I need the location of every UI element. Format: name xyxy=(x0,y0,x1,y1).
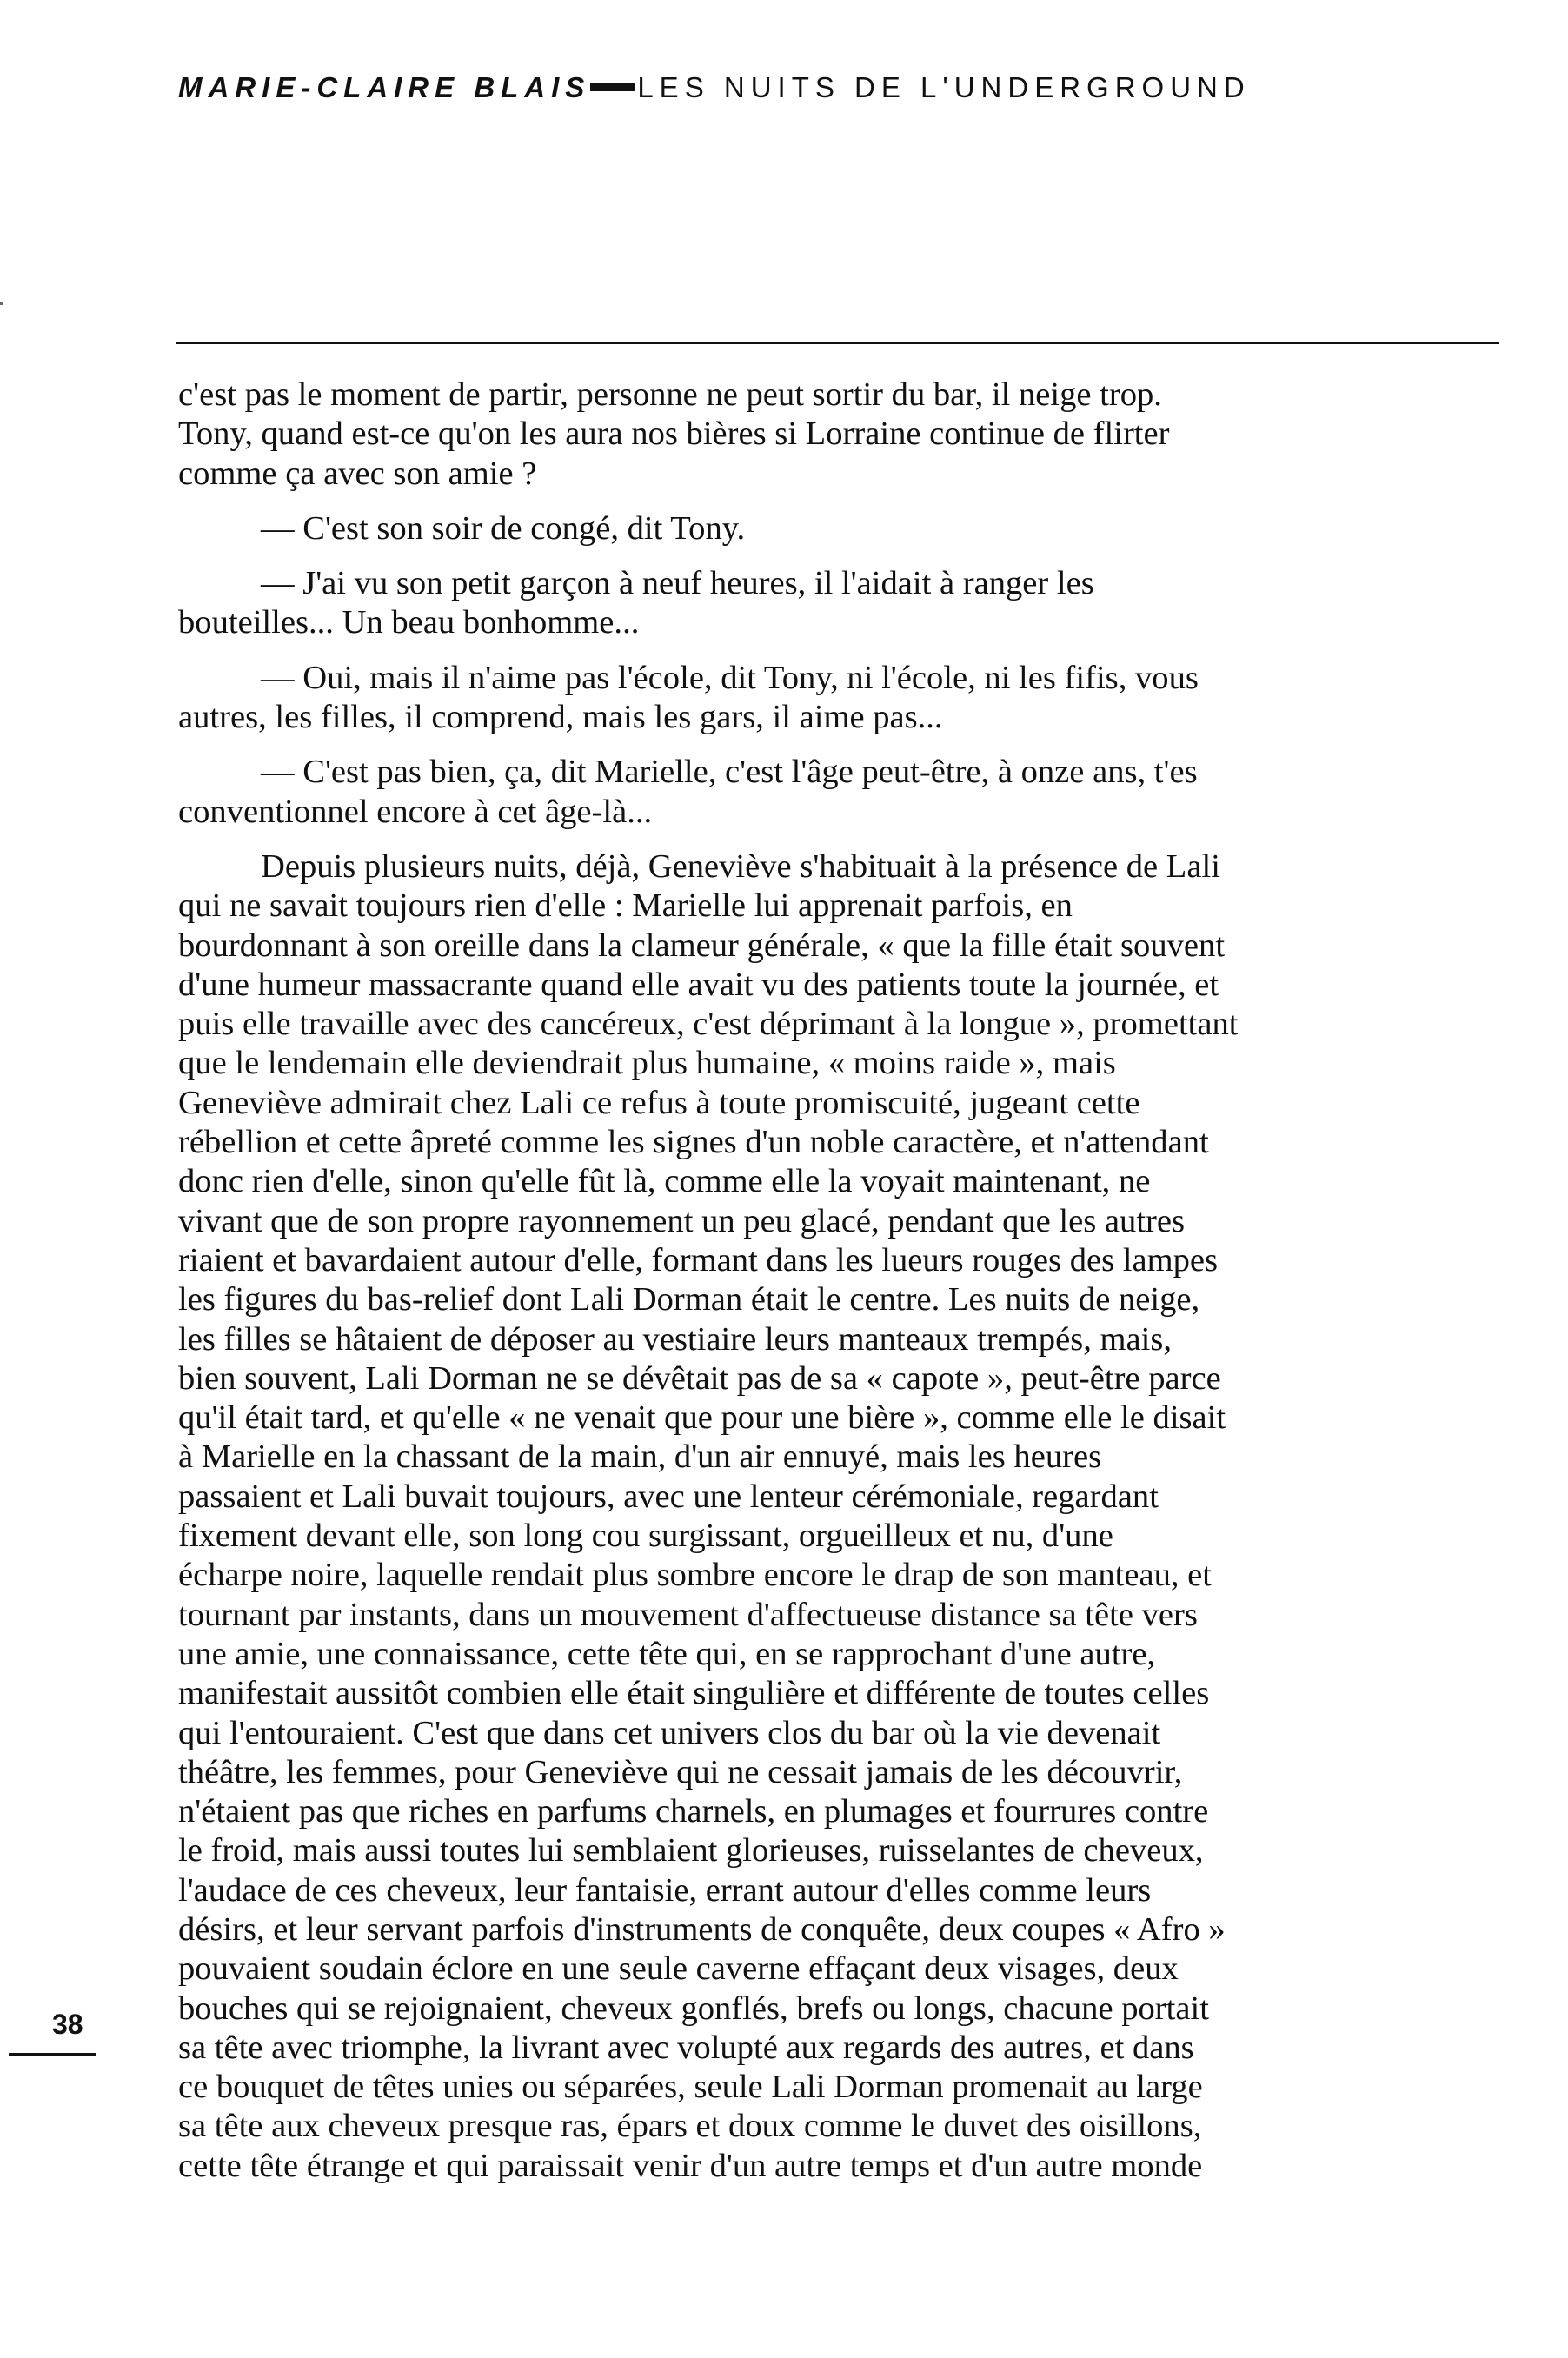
text-line: — C'est son soir de congé, dit Tony. xyxy=(261,509,746,547)
text-line: pouvaient soudain éclore en une seule caverne effaçant deux visages, deux xyxy=(178,1950,1179,1988)
text-line: autres, les filles, il comprend, mais les gars, il aime pas... xyxy=(178,699,943,736)
running-head-dash xyxy=(590,83,635,91)
text-line: puis elle travaille avec des cancéreux, c'est déprimant à la longue », promettant xyxy=(178,1006,1239,1043)
text-line: passaient et Lali buvait toujours, avec une lenteur cérémoniale, regardant xyxy=(178,1478,1159,1515)
text-line: qu'il était tard, et qu'elle « ne venait que pour une bière », comme elle le disait xyxy=(178,1399,1226,1437)
text-line: cette tête étrange et qui paraissait venir d'un autre temps et d'un autre monde xyxy=(178,2147,1203,2184)
text-line: — J'ai vu son petit garçon à neuf heures, il l'aidait à ranger les xyxy=(261,565,1094,602)
text-line: fixement devant elle, son long cou surgissant, orgueilleux et nu, d'une xyxy=(178,1518,1113,1555)
text-line: bouches qui se rejoignaient, cheveux gonflés, brefs ou longs, chacune portait xyxy=(178,1989,1209,2027)
text-line: tournant par instants, dans un mouvement d'affectueuse distance sa tête vers xyxy=(178,1596,1198,1633)
text-line: écharpe noire, laquelle rendait plus sombre encore le drap de son manteau, et xyxy=(178,1557,1212,1594)
text-line: désirs, et leur servant parfois d'instruments de conquête, deux coupes « Afro » xyxy=(178,1910,1226,1948)
text-line: bouteilles... Un beau bonhomme... xyxy=(178,604,640,641)
body-text xyxy=(178,375,1499,2186)
text-line: l'audace de ces cheveux, leur fantaisie, errant autour d'elles comme leurs xyxy=(178,1871,1152,1909)
paragraph xyxy=(178,375,1499,494)
page-number: 38 xyxy=(52,2009,83,2040)
running-head-title: LES NUITS DE L'UNDERGROUND xyxy=(637,71,1251,103)
text-line: — C'est pas bien, ça, dit Marielle, c'est l'âge peut-être, à onze ans, t'es xyxy=(261,754,1198,791)
page-number-rule xyxy=(9,2053,96,2056)
text-line: une amie, une connaissance, cette tête qui, en se rapprochant d'une autre, xyxy=(178,1635,1156,1672)
running-head xyxy=(178,73,1251,102)
text-line: donc rien d'elle, sinon qu'elle fût là, comme elle la voyait maintenant, ne xyxy=(178,1163,1151,1200)
margin-mark xyxy=(0,302,3,305)
text-line: sa tête aux cheveux presque ras, épars et doux comme le duvet des oisillons, xyxy=(178,2108,1202,2145)
text-line: comme ça avec son amie ? xyxy=(178,455,537,492)
text-line: rébellion et cette âpreté comme les signes d'un noble caractère, et n'attendant xyxy=(178,1124,1209,1161)
text-line: théâtre, les femmes, pour Geneviève qui ne cessait jamais de les découvrir, xyxy=(178,1753,1183,1790)
text-line: sa tête avec triomphe, la livrant avec volupté aux regards des autres, et dans xyxy=(178,2029,1194,2066)
text-line: manifestait aussitôt combien elle était singulière et différente de toutes celles xyxy=(178,1675,1210,1712)
text-line: les filles se hâtaient de déposer au vestiaire leurs manteaux trempés, mais, xyxy=(178,1320,1173,1358)
text-line: n'étaient pas que riches en parfums charnels, en plumages et fourrures contre xyxy=(178,1793,1209,1830)
text-line: d'une humeur massacrante quand elle avait vu des patients toute la journée, et xyxy=(178,966,1219,1003)
text-line: qui ne savait toujours rien d'elle : Marielle lui apprenait parfois, en xyxy=(178,887,1073,925)
text-line: — Oui, mais il n'aime pas l'école, dit Tony, ni l'école, ni les fifis, vous xyxy=(261,659,1199,696)
text-line: bourdonnant à son oreille dans la clameur générale, « que la fille était souvent xyxy=(178,927,1226,964)
text-line: les figures du bas-relief dont Lali Dorman était le centre. Les nuits de neige, xyxy=(178,1281,1200,1318)
running-head-author: MARIE-CLAIRE BLAIS xyxy=(178,71,591,103)
text-line: Tony, quand est-ce qu'on les aura nos bières si Lorraine continue de flirter xyxy=(178,415,1170,453)
text-line: riaient et bavardaient autour d'elle, formant dans les lueurs rouges des lampes xyxy=(178,1241,1219,1279)
text-line: conventionnel encore à cet âge-là... xyxy=(178,793,653,830)
text-line: Geneviève admirait chez Lali ce refus à toute promiscuité, jugeant cette xyxy=(178,1084,1140,1121)
paragraph xyxy=(178,847,1499,2186)
text-line: le froid, mais aussi toutes lui semblaient glorieuses, ruisselantes de cheveux, xyxy=(178,1832,1204,1870)
text-line: à Marielle en la chassant de la main, d'un air ennuyé, mais les heures xyxy=(178,1438,1102,1476)
text-line: ce bouquet de têtes unies ou séparées, seule Lali Dorman promenait au large xyxy=(178,2069,1203,2106)
paragraph xyxy=(178,509,1499,548)
paragraph xyxy=(178,659,1499,738)
text-line: bien souvent, Lali Dorman ne se dévêtait pas de sa « capote », peut-être parce xyxy=(178,1359,1221,1397)
text-line: que le lendemain elle deviendrait plus humaine, « moins raide », mais xyxy=(178,1045,1116,1082)
paragraph xyxy=(178,753,1499,832)
header-rule xyxy=(176,342,1499,344)
text-line: vivant que de son propre rayonnement un peu glacé, pendant que les autres xyxy=(178,1202,1186,1239)
text-line: c'est pas le moment de partir, personne ne peut sortir du bar, il neige trop. xyxy=(178,376,1162,413)
text-line: Depuis plusieurs nuits, déjà, Geneviève s'habituait à la présence de Lali xyxy=(261,847,1220,885)
paragraph xyxy=(178,564,1499,643)
text-line: qui l'entouraient. C'est que dans cet univers clos du bar où la vie devenait xyxy=(178,1714,1161,1751)
